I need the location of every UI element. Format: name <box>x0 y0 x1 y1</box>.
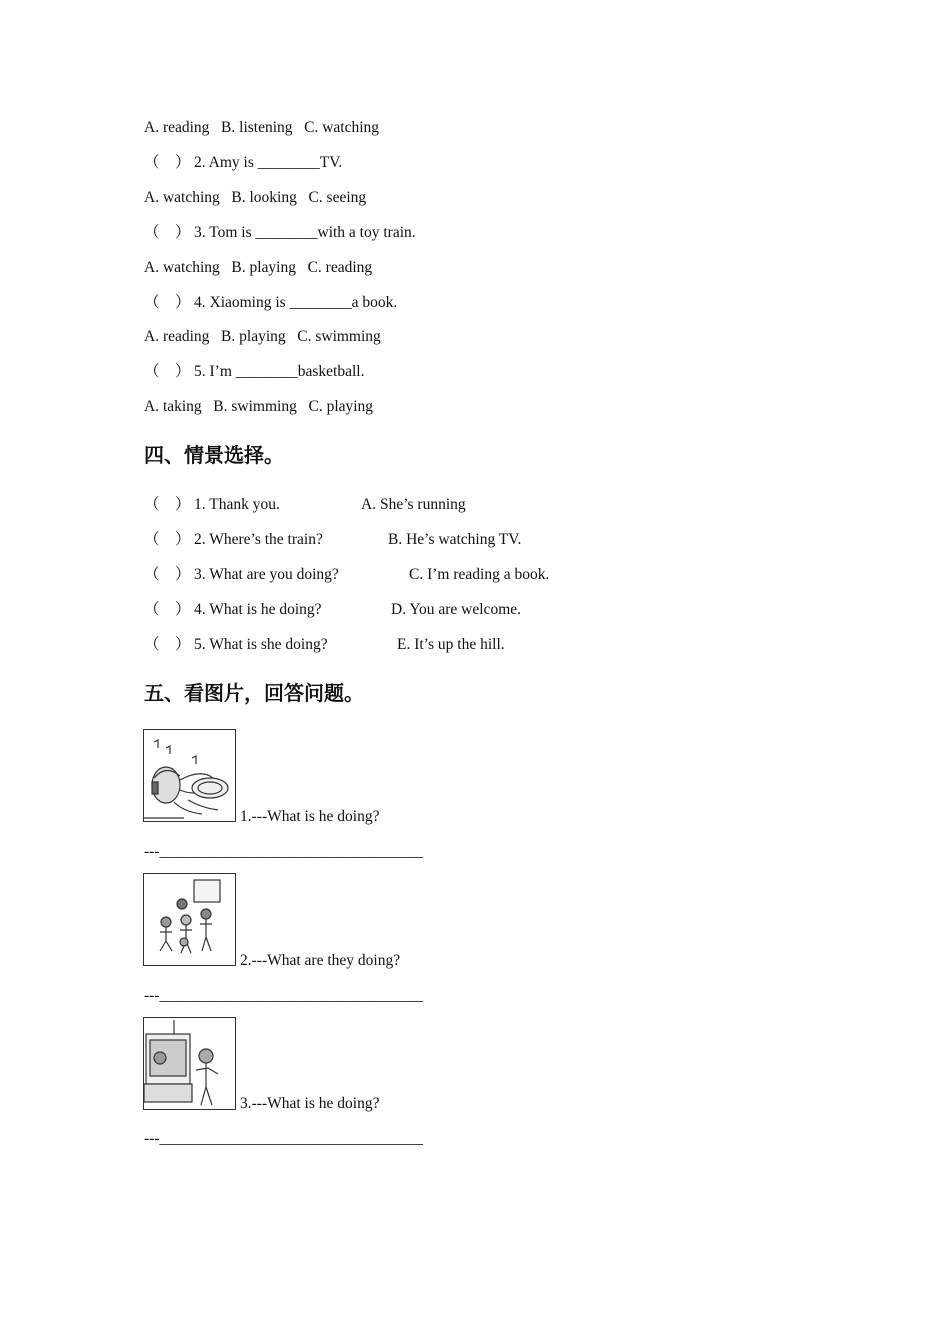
answer-paren[interactable]: （ ） <box>144 566 191 583</box>
match-row-4: （ ） 4. What is he doing? D. You are welcome. <box>144 601 522 618</box>
picture-question-2: 2.---What are they doing? <box>240 952 401 969</box>
playing-basketball-picture <box>143 873 236 966</box>
question-2: （ ） 2. Amy is ________TV. <box>144 154 343 171</box>
match-option-c: C. I’m reading a book. <box>409 566 550 583</box>
match-row-1: （ ） 1. Thank you. A. She’s running <box>144 496 466 513</box>
match-option-d: D. You are welcome. <box>391 601 522 618</box>
answer-line-3[interactable]: ---__________________________________ <box>144 1130 423 1147</box>
answer-paren[interactable]: （ ） <box>144 531 191 548</box>
question-4: （ ） 4. Xiaoming is ________a book. <box>144 294 398 311</box>
match-row-3: （ ） 3. What are you doing? C. I’m reading a book. <box>144 566 550 583</box>
q1-options: A. reading B. listening C. watching <box>144 119 380 136</box>
listening-music-picture <box>143 729 236 822</box>
answer-paren[interactable]: （ ） <box>144 636 191 653</box>
match-option-e: E. It’s up the hill. <box>397 636 505 653</box>
q4-options: A. reading B. playing C. swimming <box>144 328 381 345</box>
match-option-b: B. He’s watching TV. <box>388 531 522 548</box>
question-3: （ ） 3. Tom is ________with a toy train. <box>144 224 416 241</box>
watching-tv-picture <box>143 1017 236 1110</box>
answer-line-2[interactable]: ---__________________________________ <box>144 987 423 1004</box>
q3-options: A. watching B. playing C. reading <box>144 259 373 276</box>
picture-question-3: 3.---What is he doing? <box>240 1095 380 1112</box>
q5-options: A. taking B. swimming C. playing <box>144 398 374 415</box>
answer-paren[interactable]: （ ） <box>144 496 191 513</box>
answer-paren[interactable]: （ ） <box>144 363 191 380</box>
match-option-a: A. She’s running <box>361 496 466 513</box>
answer-paren[interactable]: （ ） <box>144 601 191 618</box>
match-row-5: （ ） 5. What is she doing? E. It’s up the hill. <box>144 636 505 653</box>
answer-paren[interactable]: （ ） <box>144 294 191 311</box>
answer-paren[interactable]: （ ） <box>144 224 191 241</box>
question-5: （ ） 5. I’m ________basketball. <box>144 363 365 380</box>
match-row-2: （ ） 2. Where’s the train? B. He’s watching TV. <box>144 531 522 548</box>
section-5-heading: 五、看图片，回答问题。 <box>144 681 364 705</box>
section-4-heading: 四、情景选择。 <box>144 443 284 467</box>
answer-line-1[interactable]: ---__________________________________ <box>144 843 423 860</box>
answer-paren[interactable]: （ ） <box>144 154 191 171</box>
picture-question-1: 1.---What is he doing? <box>240 808 380 825</box>
q2-options: A. watching B. looking C. seeing <box>144 189 367 206</box>
